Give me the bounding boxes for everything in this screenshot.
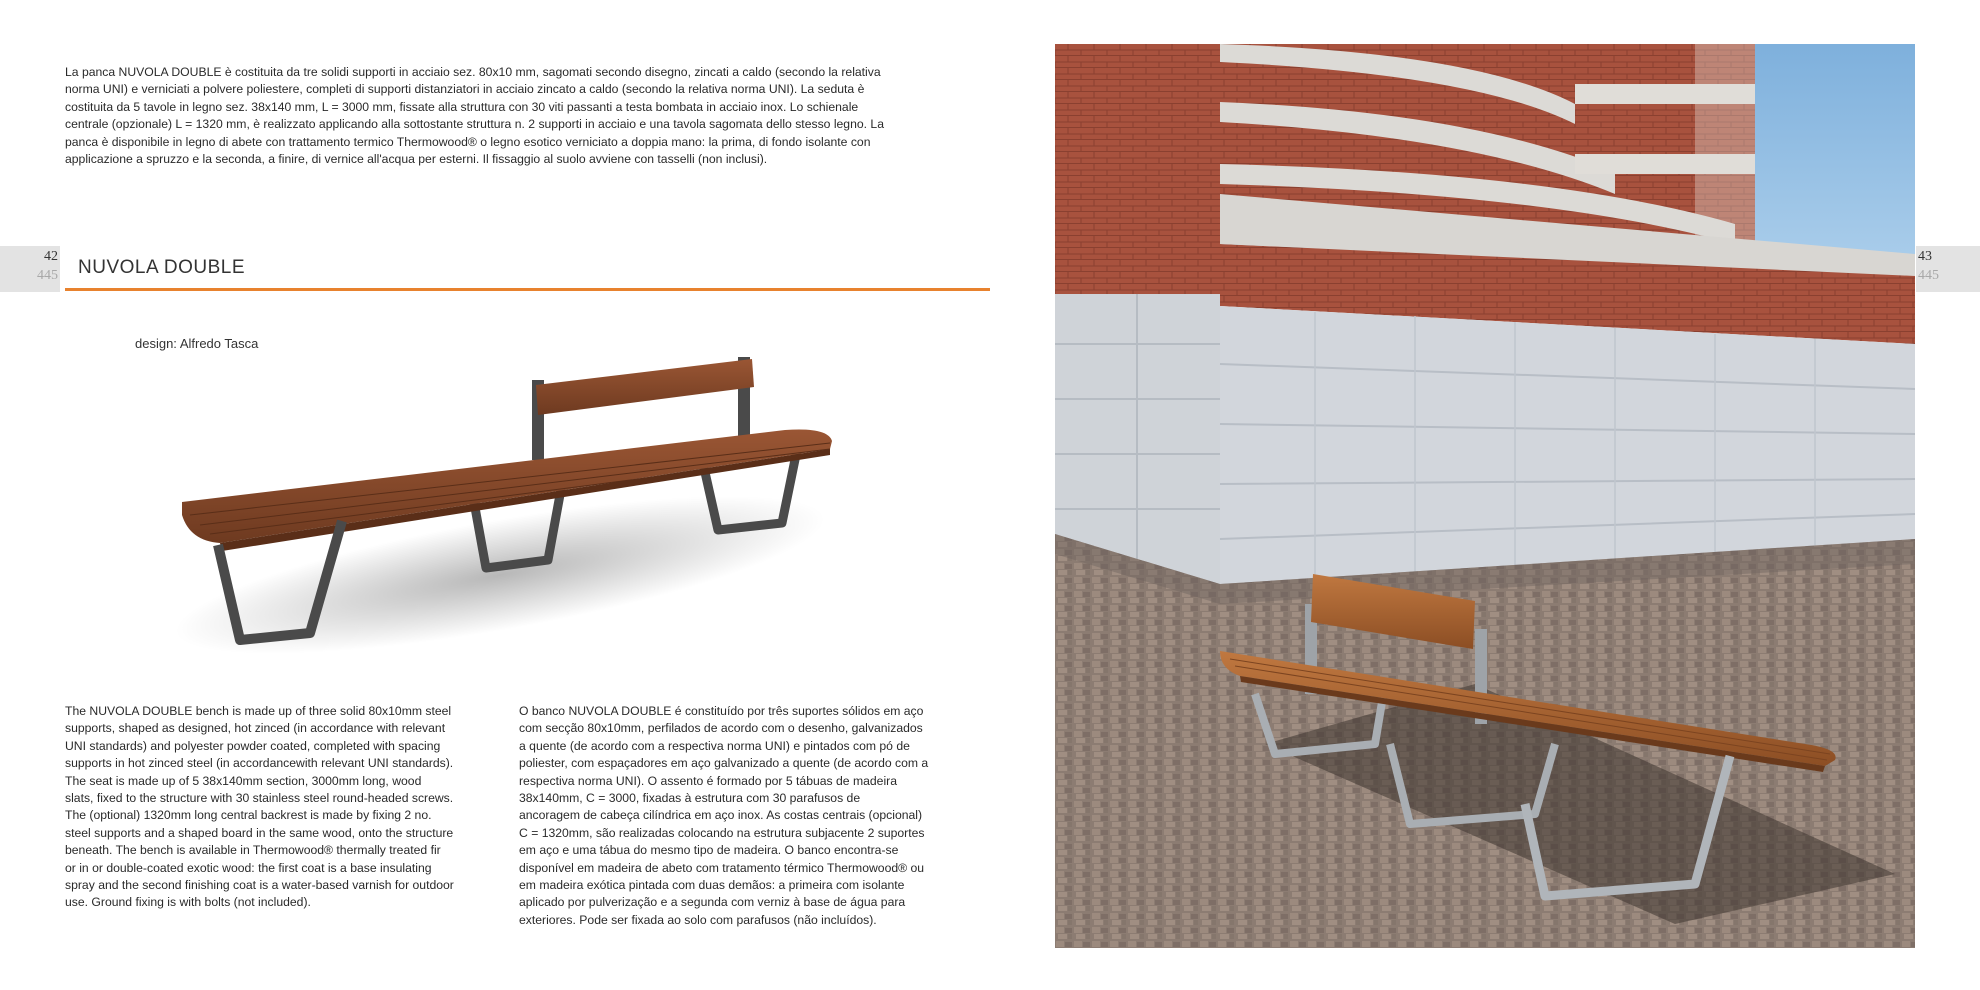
page-number-tab-left (0, 246, 60, 292)
product-image-bench (170, 355, 850, 655)
english-description: The NUVOLA DOUBLE bench is made up of three solid 80x10mm steel supports, shaped as designed, hot zinced (in accordance with relevant UNI standards) and polyester powder coated, completed with spacing supports in hot zinced steel (in accordancewith relevant UNI standards). The seat is made up of 5 38x140mm section, 3000mm long, wood slats, fixed to the structure with 30 stainless steel round-headed screws. The (optional) 1320mm long central backrest is made by fixing 2 no. steel supports and a shaped board in the same wood, onto the structure beneath. The bench is available in Thermowood® thermally treated fir or in or double-coated exotic wood: the first coat is a base insulating spray and the second finishing coat is a water-based varnish for outdoor use. Ground fixing is with bolts (not included). (65, 704, 454, 910)
orange-divider (65, 288, 990, 291)
italian-description: La panca NUVOLA DOUBLE è costituita da tre solidi supporti in acciaio sez. 80x10 mm, sagomati secondo disegno, zincati a caldo (secondo la relativa norma UNI) e verniciati a polvere poliestere, completi di supporti distanziatori in acciaio zincato a caldo (secondo la relativa norma UNI). La seduta è costituita da 5 tavole in legno sez. 38x140 mm, L = 3000 mm, fissate alla struttura con 30 viti passanti a testa bombata in acciaio inox. Lo schienale centrale (opzionale) L = 1320 mm, è realizzato applicando alla sottostante struttura n. 2 supporti in acciaio e una tavola sagomata dello stesso legno. La panca è disponibile in legno di abete con trattamento termico Thermowood® o legno esotico verniciato a doppia mano: la prima, di fondo isolante con applicazione a spruzzo e la seconda, a finire, di vernice all'acqua per esterni. Il fissaggio al suolo avviene con tasselli (non inclusi). (65, 65, 884, 167)
portuguese-description: O banco NUVOLA DOUBLE é constituído por três suportes sólidos em aço com secção 80x10mm, perfilados de acordo com o desenho, galvanizados a quente (de acordo com a respectiva norma UNI) e pintados com pó de poliester, com espaçadores em aço galvanizado a quente (de acordo com a respectiva norma UNI). O assento é formado por 5 tábuas de madeira 38x140mm, C = 3000, fixadas à estrutura com 30 parafusos de ancoragem de cabeça cilíndrica em aço inox. As costas centrais (opcional) C = 1320mm, são realizadas colocando na estrutura subjacente 2 suportes em aço e uma tábua do mesmo tipo de madeira. O banco encontra-se disponível em madeira de abeto com tratamento térmico Thermowood® ou em madeira exótica pintada com duas demãos: a primeira com isolante aplicado por pulverização e a segunda com verniz à base de água para exteriores. Pode ser fixada ao solo com parafusos (não incluídos). (519, 704, 929, 927)
page-number: 42 (44, 249, 58, 264)
section-title: NUVOLA DOUBLE (78, 257, 245, 278)
designer-credit: design: Alfredo Tasca (135, 336, 259, 351)
page-number-tab-right (1916, 246, 1980, 292)
page-number: 43 (1918, 249, 1932, 264)
installation-photo (1055, 44, 1915, 948)
page-total: 445 (37, 268, 58, 283)
page-total: 445 (1918, 268, 1939, 283)
